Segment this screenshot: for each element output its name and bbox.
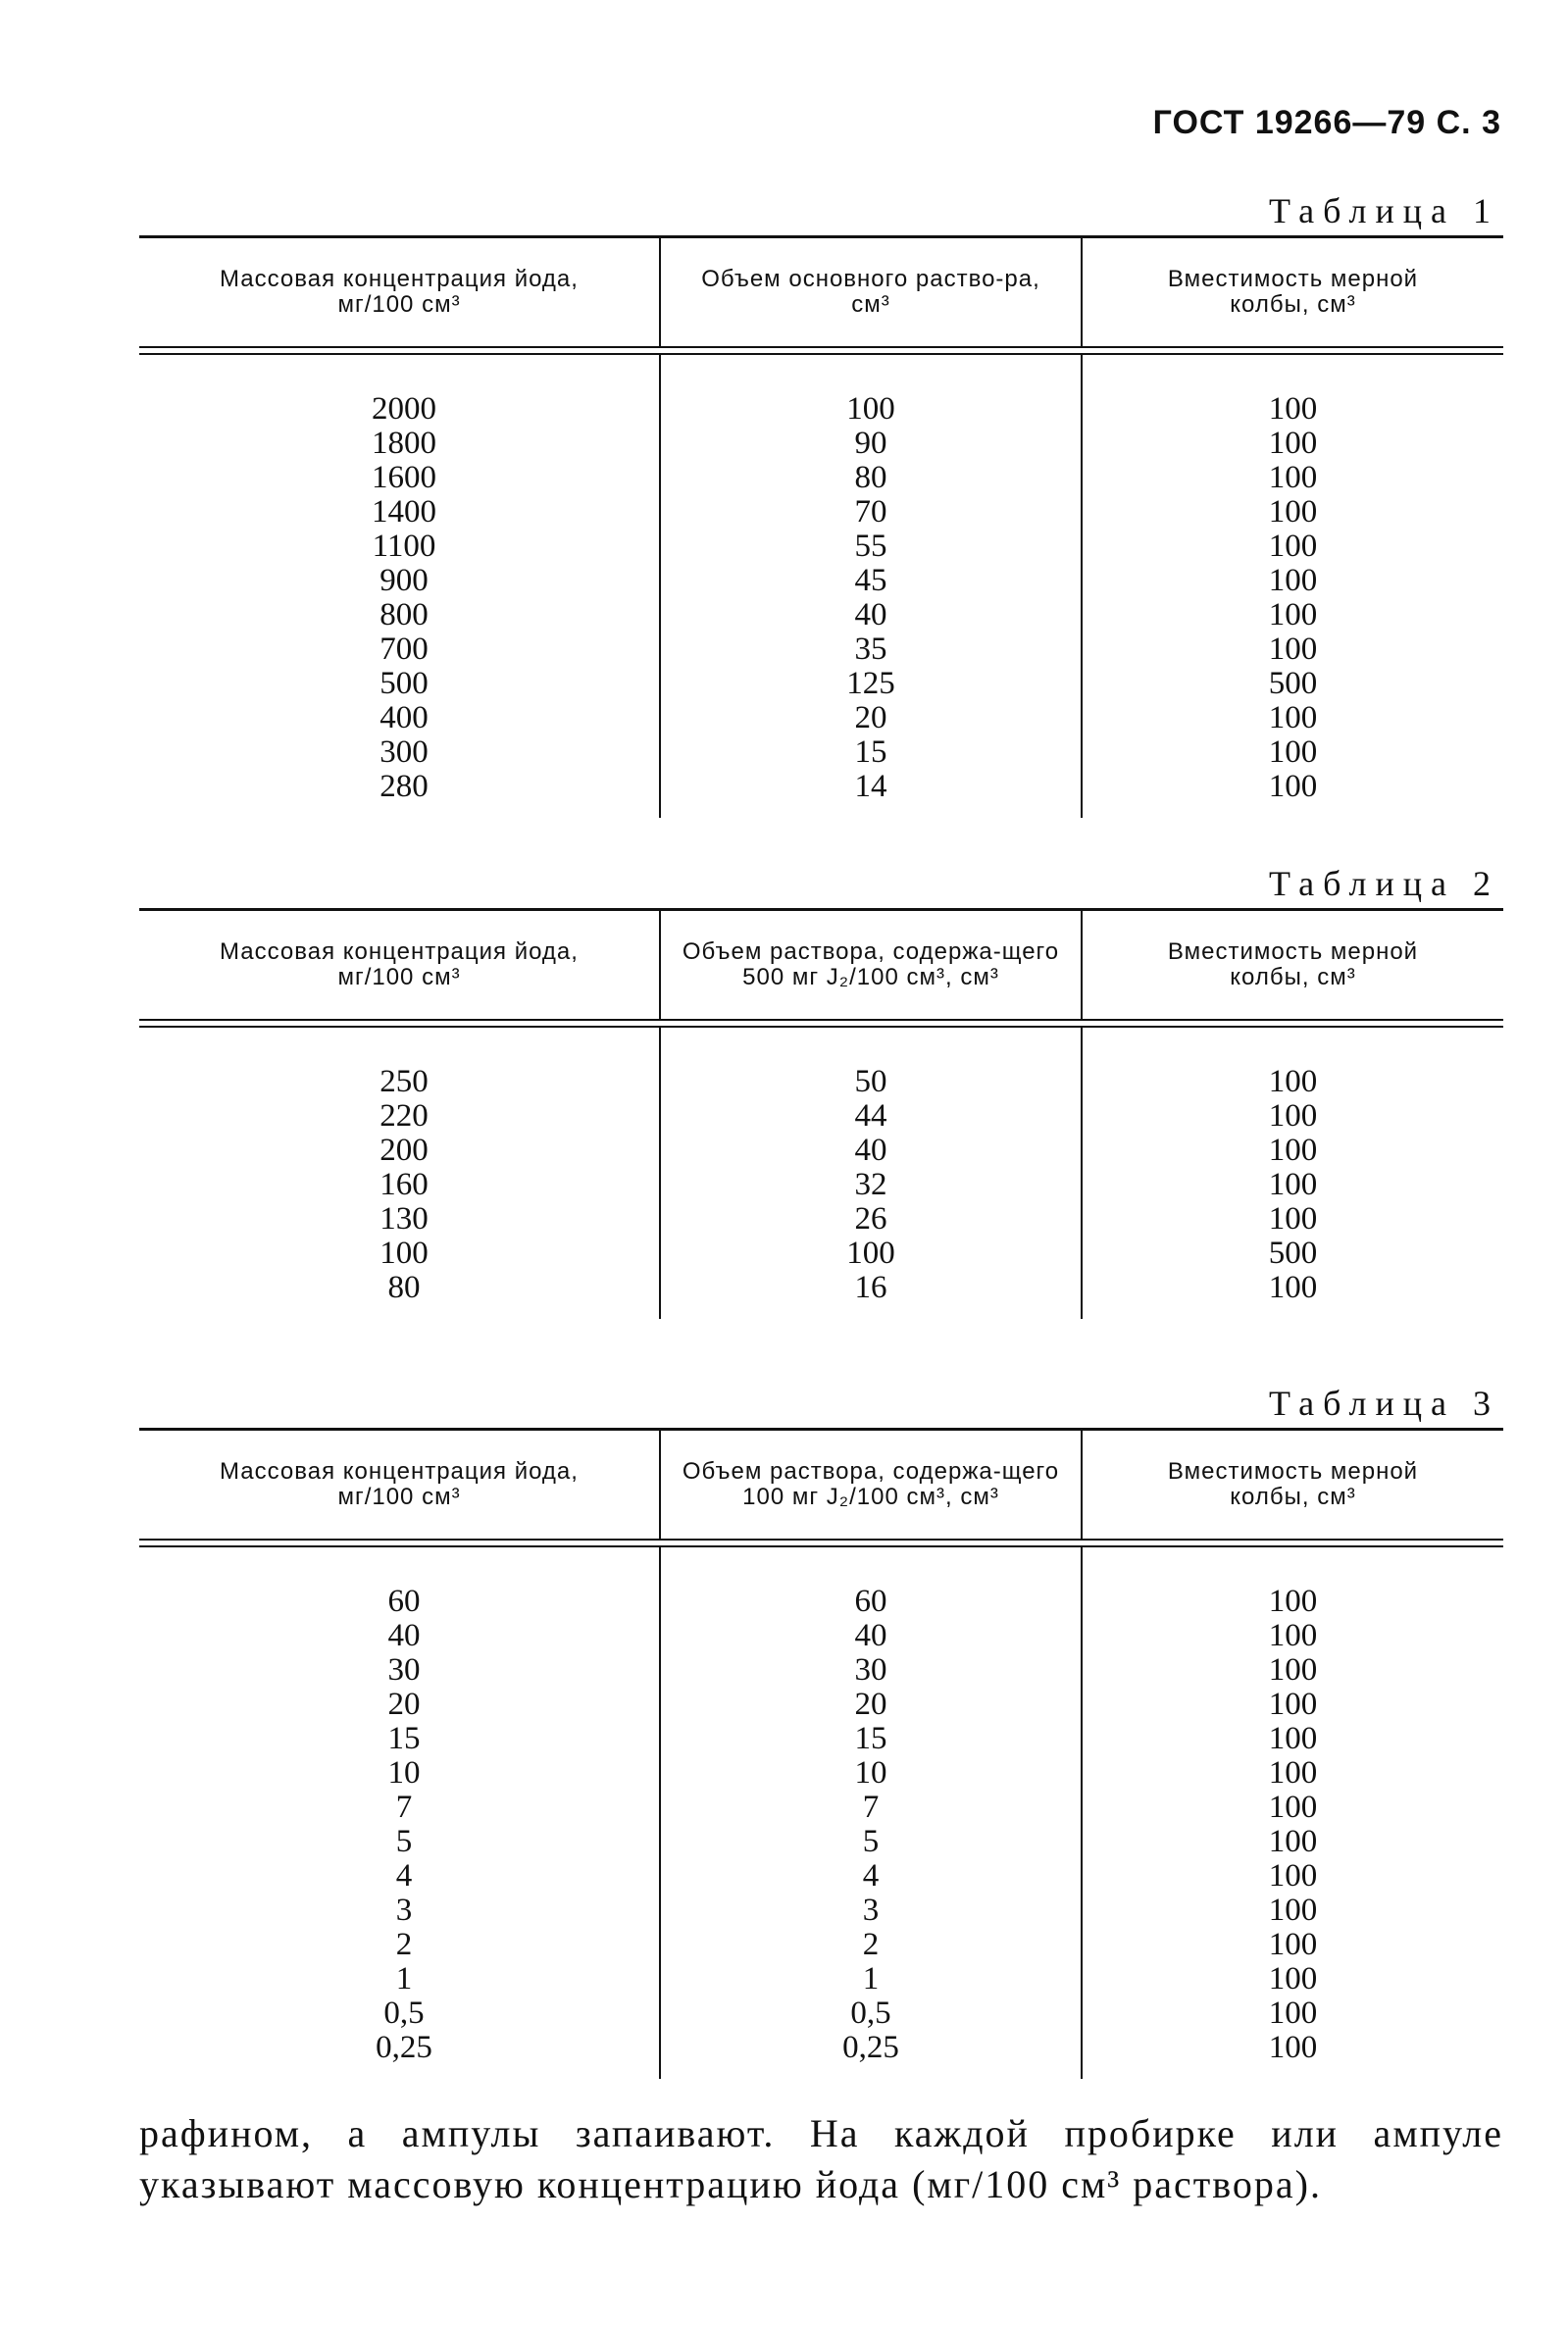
table-cell: 300 <box>379 734 429 770</box>
table-cell: 100 <box>1268 1961 1318 1996</box>
page-header: ГОСТ 19266—79 С. 3 <box>1152 104 1501 141</box>
table-cell: 5 <box>395 1824 413 1859</box>
table-cell: 100 <box>1268 769 1318 804</box>
table-cell: 80 <box>387 1270 421 1305</box>
table-cell: 100 <box>1268 2030 1318 2065</box>
table-cell: 20 <box>387 1687 421 1722</box>
table-cell: 100 <box>1268 494 1318 530</box>
table-cell: 100 <box>846 1236 895 1271</box>
table-cell: 0,25 <box>842 2030 899 2065</box>
table-cell: 100 <box>1268 1824 1318 1859</box>
table-cell: 30 <box>854 1652 887 1688</box>
table-cell: 0,5 <box>850 1996 891 2031</box>
table-cell: 100 <box>1268 391 1318 427</box>
table-cell: 100 <box>1268 1652 1318 1688</box>
table-body <box>139 1028 1503 1319</box>
table-cell: 220 <box>379 1098 429 1134</box>
table-cell: 10 <box>387 1755 421 1791</box>
column-volume-values <box>659 1547 1081 2079</box>
column-header-volume: Объем основного раство-ра, см³ <box>659 238 1081 346</box>
table-cell: 800 <box>379 597 429 632</box>
column-concentration-values <box>139 1028 659 1319</box>
column-header-concentration: Массовая концентрация йода, мг/100 см³ <box>220 938 579 990</box>
table-cell: 2000 <box>372 391 436 427</box>
table-cell: 1 <box>395 1961 413 1996</box>
column-volume-values <box>659 355 1081 818</box>
table-cell: 100 <box>1268 1270 1318 1305</box>
table-cell: 100 <box>1268 426 1318 461</box>
table-cell: 0,25 <box>376 2030 432 2065</box>
table-cell: 3 <box>862 1893 880 1928</box>
table-caption: Таблица 2 <box>1269 864 1499 903</box>
table-cell: 60 <box>854 1584 887 1619</box>
table-cell: 44 <box>854 1098 887 1134</box>
table-cell: 100 <box>1268 1893 1318 1928</box>
table-cell: 1800 <box>372 426 436 461</box>
table-cell: 1100 <box>372 529 436 564</box>
table-cell: 80 <box>854 460 887 495</box>
table-cell: 100 <box>1268 1996 1318 2031</box>
table-cell: 500 <box>1268 1236 1318 1271</box>
table-cell: 700 <box>379 632 429 667</box>
table-cell: 100 <box>1268 597 1318 632</box>
table-cell: 1400 <box>372 494 436 530</box>
column-flask-values <box>1081 1028 1503 1319</box>
column-flask-values <box>1081 1547 1503 2079</box>
table-cell: 100 <box>1268 529 1318 564</box>
table-cell: 100 <box>1268 1167 1318 1202</box>
column-concentration-values <box>139 355 659 818</box>
table-cell: 100 <box>1268 734 1318 770</box>
table-cell: 100 <box>1268 1858 1318 1894</box>
table-cell: 90 <box>854 426 887 461</box>
table-cell: 4 <box>862 1858 880 1894</box>
table-cell: 20 <box>854 1687 887 1722</box>
table-cell: 7 <box>862 1790 880 1825</box>
column-header-concentration: Массовая концентрация йода, мг/100 см³ <box>220 266 579 318</box>
table-cell: 100 <box>1268 1721 1318 1756</box>
table-1 <box>139 186 1503 818</box>
table-cell: 5 <box>862 1824 880 1859</box>
table-cell: 100 <box>1268 563 1318 598</box>
column-header-flask-capacity: Вместимость мерной колбы, см³ <box>1081 238 1503 346</box>
column-header-flask-capacity: Вместимость мерной колбы, см³ <box>1081 1431 1503 1539</box>
table-cell: 15 <box>854 1721 887 1756</box>
table-cell: 4 <box>395 1858 413 1894</box>
table-cell: 100 <box>846 391 895 427</box>
table-cell: 100 <box>1268 632 1318 667</box>
table-header-rule <box>139 346 1503 355</box>
table-cell: 0,5 <box>383 1996 425 2031</box>
table-body <box>139 1547 1503 2079</box>
table-cell: 2 <box>862 1927 880 1962</box>
table-cell: 200 <box>379 1133 429 1168</box>
column-concentration-values <box>139 1547 659 2079</box>
table-cell: 100 <box>379 1236 429 1271</box>
table-cell: 3 <box>395 1893 413 1928</box>
table-cell: 100 <box>1268 460 1318 495</box>
table-cell: 40 <box>854 597 887 632</box>
table-cell: 14 <box>854 769 887 804</box>
table-cell: 125 <box>846 666 895 701</box>
table-cell: 100 <box>1268 1687 1318 1722</box>
table-cell: 35 <box>854 632 887 667</box>
table-cell: 2 <box>395 1927 413 1962</box>
table-cell: 130 <box>379 1201 429 1237</box>
table-header-row <box>139 238 1503 346</box>
table-cell: 16 <box>854 1270 887 1305</box>
table-cell: 500 <box>1268 666 1318 701</box>
table-cell: 15 <box>387 1721 421 1756</box>
table-cell: 45 <box>854 563 887 598</box>
table-cell: 100 <box>1268 1064 1318 1099</box>
table-cell: 15 <box>854 734 887 770</box>
table-cell: 55 <box>854 529 887 564</box>
table-cell: 500 <box>379 666 429 701</box>
table-3 <box>139 1379 1503 2079</box>
table-cell: 70 <box>854 494 887 530</box>
table-cell: 50 <box>854 1064 887 1099</box>
table-cell: 250 <box>379 1064 429 1099</box>
table-cell: 20 <box>854 700 887 735</box>
table-cell: 100 <box>1268 1790 1318 1825</box>
table-cell: 40 <box>387 1618 421 1653</box>
table-cell: 100 <box>1268 700 1318 735</box>
table-header-rule <box>139 1019 1503 1028</box>
column-header-flask-capacity: Вместимость мерной колбы, см³ <box>1081 911 1503 1019</box>
table-cell: 100 <box>1268 1927 1318 1962</box>
table-header-rule <box>139 1539 1503 1547</box>
table-cell: 400 <box>379 700 429 735</box>
table-cell: 60 <box>387 1584 421 1619</box>
table-cell: 1 <box>862 1961 880 1996</box>
column-volume-values <box>659 1028 1081 1319</box>
table-cell: 900 <box>379 563 429 598</box>
table-cell: 280 <box>379 769 429 804</box>
table-cell: 7 <box>395 1790 413 1825</box>
table-2 <box>139 859 1503 1319</box>
table-cell: 40 <box>854 1133 887 1168</box>
table-cell: 32 <box>854 1167 887 1202</box>
table-cell: 1600 <box>372 460 436 495</box>
table-cell: 160 <box>379 1167 429 1202</box>
table-cell: 100 <box>1268 1755 1318 1791</box>
table-cell: 26 <box>854 1201 887 1237</box>
table-header-row <box>139 1431 1503 1539</box>
table-caption: Таблица 3 <box>1269 1384 1499 1423</box>
table-cell: 100 <box>1268 1133 1318 1168</box>
table-cell: 30 <box>387 1652 421 1688</box>
column-header-volume: Объем раствора, содержа-щего 100 мг J₂/100 см³, см³ <box>659 1431 1081 1539</box>
table-cell: 100 <box>1268 1618 1318 1653</box>
table-cell: 100 <box>1268 1098 1318 1134</box>
table-header-row <box>139 911 1503 1019</box>
table-cell: 100 <box>1268 1584 1318 1619</box>
table-cell: 40 <box>854 1618 887 1653</box>
column-flask-values <box>1081 355 1503 818</box>
column-header-concentration: Массовая концентрация йода, мг/100 см³ <box>220 1458 579 1510</box>
body-paragraph: рафином, а ампулы запаивают. На каждой пробирке или ампуле указывают массовую концентрацию йода (мг/100 см³ раствора). <box>139 2111 1503 2206</box>
table-body <box>139 355 1503 818</box>
table-cell: 10 <box>854 1755 887 1791</box>
column-header-volume: Объем раствора, содержа-щего 500 мг J₂/100 см³, см³ <box>659 911 1081 1019</box>
table-caption: Таблица 1 <box>1269 191 1499 230</box>
table-cell: 100 <box>1268 1201 1318 1237</box>
